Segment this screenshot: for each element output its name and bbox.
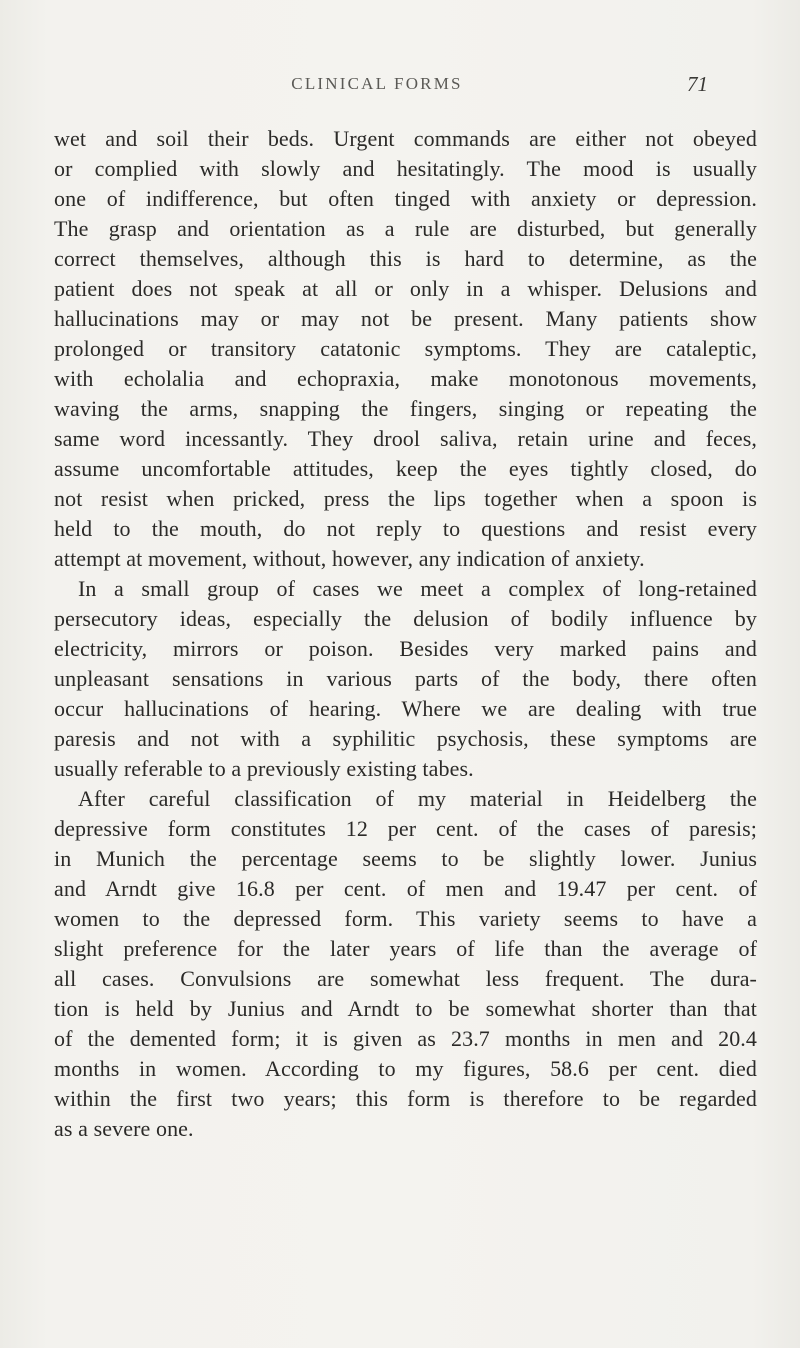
text-line: or complied with slowly and hesitatingly. The mood is usually <box>54 156 757 181</box>
page-number: 71 <box>687 72 708 96</box>
text-line: as a severe one. <box>54 1116 194 1141</box>
text-line: one of indifference, but often tinged with anxiety or depression. <box>54 186 757 211</box>
text-line: women to the depressed form. This variety seems to have a <box>54 906 757 931</box>
text-line: usually referable to a previously existing tabes. <box>54 756 474 781</box>
text-line: electricity, mirrors or poison. Besides very marked pains and <box>54 636 757 661</box>
running-head-title: CLINICAL FORMS <box>291 74 463 93</box>
text-line: occur hallucinations of hearing. Where we are dealing with true <box>54 696 757 721</box>
text-line: assume uncomfortable attitudes, keep the eyes tightly closed, do <box>54 456 757 481</box>
text-line: all cases. Convulsions are somewhat less frequent. The dura- <box>54 966 757 991</box>
text-line: within the first two years; this form is therefore to be regarded <box>54 1086 757 1111</box>
text-line: The grasp and orientation as a rule are disturbed, but generally <box>54 216 757 241</box>
text-line: and Arndt give 16.8 per cent. of men and 19.47 per cent. of <box>54 876 757 901</box>
body-text <box>54 124 757 1144</box>
text-line: same word incessantly. They drool saliva, retain urine and feces, <box>54 426 757 451</box>
text-line: waving the arms, snapping the fingers, singing or repeating the <box>54 396 757 421</box>
text-line: hallucinations may or may not be present. Many patients show <box>54 306 757 331</box>
text-line: months in women. According to my figures, 58.6 per cent. died <box>54 1056 757 1081</box>
text-line: correct themselves, although this is hard to determine, as the <box>54 246 757 271</box>
text-line: held to the mouth, do not reply to questions and resist every <box>54 516 757 541</box>
text-line: attempt at movement, without, however, any indication of anxiety. <box>54 546 645 571</box>
text-line: slight preference for the later years of life than the average of <box>54 936 757 961</box>
paragraph-start-line: In a small group of cases we meet a complex of long-retained <box>78 576 757 601</box>
text-line: persecutory ideas, especially the delusion of bodily influence by <box>54 606 757 631</box>
text-line: of the demented form; it is given as 23.7 months in men and 20.4 <box>54 1026 757 1051</box>
text-line: paresis and not with a syphilitic psychosis, these symptoms are <box>54 726 757 751</box>
text-line: with echolalia and echopraxia, make monotonous movements, <box>54 366 757 391</box>
paragraph-start-line: After careful classification of my material in Heidelberg the <box>78 786 757 811</box>
text-line: unpleasant sensations in various parts of the body, there often <box>54 666 757 691</box>
text-line: wet and soil their beds. Urgent commands are either not obeyed <box>54 126 757 151</box>
text-line: not resist when pricked, press the lips together when a spoon is <box>54 486 757 511</box>
text-line: depressive form constitutes 12 per cent. of the cases of paresis; <box>54 816 757 841</box>
text-line: patient does not speak at all or only in a whisper. Delusions and <box>54 276 757 301</box>
text-line: prolonged or transitory catatonic symptoms. They are cataleptic, <box>54 336 757 361</box>
text-line: in Munich the percentage seems to be slightly lower. Junius <box>54 846 757 871</box>
running-head <box>54 72 708 104</box>
text-line: tion is held by Junius and Arndt to be somewhat shorter than that <box>54 996 757 1021</box>
